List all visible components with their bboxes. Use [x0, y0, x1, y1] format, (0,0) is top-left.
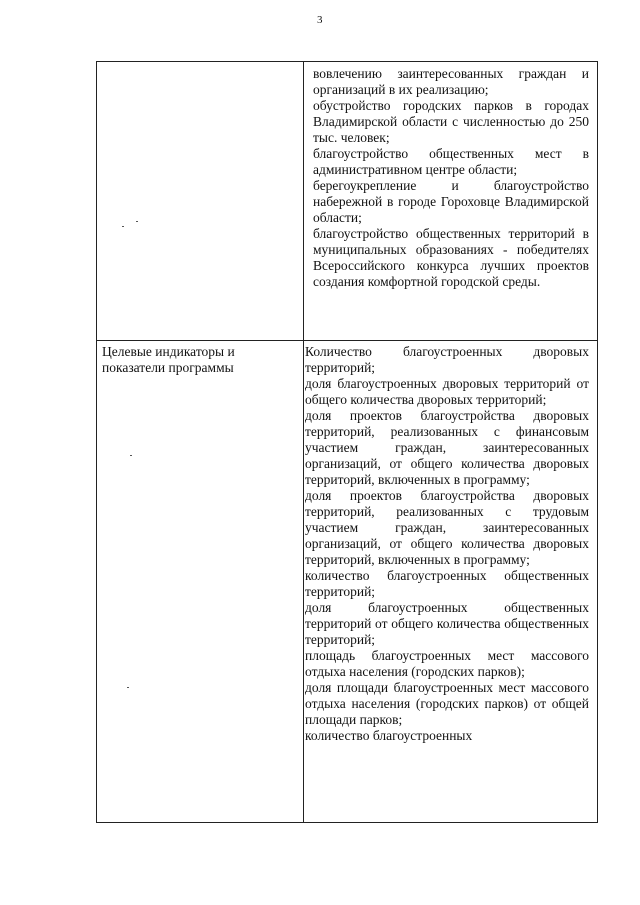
row2-item-4: количество благоустроенных общественных территорий;	[305, 568, 589, 599]
row1-item-0: вовлечению заинтересованных граждан и организаций в их реализацию;	[313, 66, 589, 97]
scan-speck	[130, 455, 132, 456]
program-table	[96, 61, 598, 823]
row2-item-5: доля благоустроенных общественных территорий от общего количества общественных территорий;	[305, 600, 589, 647]
row1-item-4: благоустройство общественных территорий в муниципальных образованиях - победителях Всероссийского конкурса лучших проектов создания комфортной городской среды.	[313, 226, 589, 289]
row2-item-1: доля благоустроенных дворовых территорий от общего количества дворовых территорий;	[305, 376, 589, 407]
row1-item-2: благоустройство общественных мест в административном центре области;	[313, 146, 589, 177]
row-divider	[97, 340, 597, 341]
row1-item-1: обустройство городских парков в городах Владимирской области с численностью до 250 тыс. человек;	[313, 98, 589, 145]
row2-item-6: площадь благоустроенных мест массового отдыха населения (городских парков);	[305, 648, 589, 679]
scan-speck	[127, 687, 129, 688]
row1-item-3: берегоукрепление и благоустройство набережной в городе Гороховце Владимирской области;	[313, 178, 589, 225]
row2-label-cell: Целевые индикаторы и показатели программы	[102, 344, 235, 375]
page-number: 3	[317, 14, 323, 26]
row2-item-3: доля проектов благоустройства дворовых территорий, реализованных с трудовым участием граждан, заинтересованных организаций, от общего количества дворовых территорий, включенных в программу;	[305, 488, 589, 567]
row2-item-0: Количество благоустроенных дворовых территорий;	[305, 344, 589, 375]
scan-speck	[122, 226, 124, 227]
row1-content-cell	[313, 66, 589, 290]
scan-speck	[136, 221, 138, 222]
row2-item-7: доля площади благоустроенных мест массового отдыха населения (городских парков) от общей площади парков;	[305, 680, 589, 727]
row2-content-cell	[305, 344, 589, 744]
row2-item-8: количество благоустроенных	[305, 728, 473, 743]
column-divider	[303, 62, 304, 822]
row2-item-2: доля проектов благоустройства дворовых территорий, реализованных с финансовым участием граждан, заинтересованных организаций, от общего количества дворовых территорий, включенных в программу;	[305, 408, 589, 487]
